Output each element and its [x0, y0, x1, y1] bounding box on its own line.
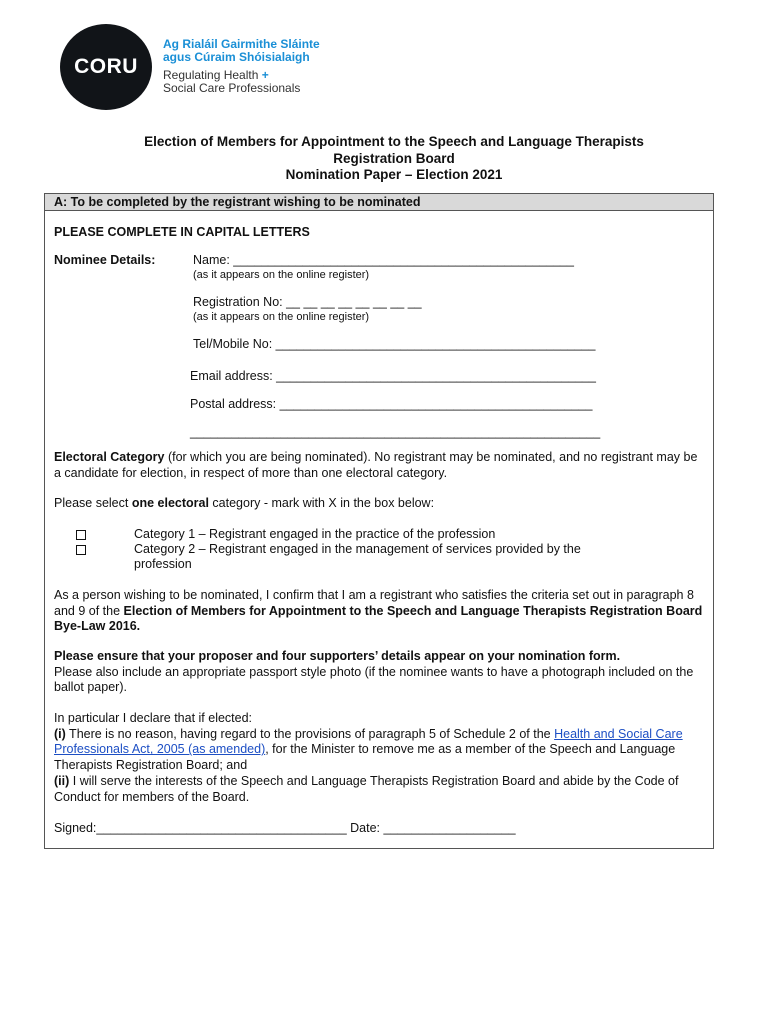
coru-logo-mark: CORU: [60, 24, 152, 110]
postal-address-field[interactable]: Postal address: _____________________________________________: [190, 397, 593, 411]
plus-icon: +: [261, 68, 269, 82]
nominee-details-label: Nominee Details:: [54, 253, 156, 267]
logo-irish-line-1: Ag Rialáil Gairmithe Sláinte: [163, 37, 320, 51]
name-field[interactable]: Name: _________________________________________________: [193, 253, 574, 267]
declaration-intro: In particular I declare that if elected:: [54, 711, 253, 725]
category-2-label-line-2: profession: [134, 557, 192, 571]
logo-english-line-1: Regulating Health +: [163, 68, 269, 82]
proposer-supporters-note: Please ensure that your proposer and four supporters’ details appear on your nomination form.: [54, 649, 621, 663]
nomination-form-section-a: [44, 193, 714, 849]
coru-logo: [60, 24, 360, 114]
electoral-category-paragraph: Electoral Category (for which you are being nominated). No registrant may be nominated, and no registrant may be a candidate for election, in respect of more than one electoral category.: [54, 450, 698, 480]
declaration-item-1: (i) There is no reason, having regard to the provisions of paragraph 5 of Schedule 2 of the Health and Social Care Professionals Act, 2005 (as amended), for the Minister to remove me as a member of the Speech and Language Therapists Registration Board; and: [54, 726, 683, 773]
declaration-paragraph: [54, 711, 704, 805]
document-heading: [44, 134, 744, 184]
category-2-checkbox[interactable]: [76, 545, 86, 555]
registration-number-hint: (as it appears on the online register): [193, 311, 370, 323]
health-social-care-act-link[interactable]: Health and Social Care Professionals Act, 2005 (as amended): [54, 726, 683, 757]
postal-address-field-line-2[interactable]: ___________________________________________________________: [190, 425, 601, 439]
category-1-label: Category 1 – Registrant engaged in the practice of the profession: [134, 527, 496, 541]
confirmation-paragraph: As a person wishing to be nominated, I confirm that I am a registrant who satisfies the criteria set out in paragraph 8 and 9 of the Election of Members for Appointment to the Speech and Language Therapists Registration Board Bye-Law 2016.: [54, 588, 703, 634]
category-2-label-line-1: Category 2 – Registrant engaged in the management of services provided by the: [134, 542, 581, 556]
capitals-note: PLEASE COMPLETE IN CAPITAL LETTERS: [54, 225, 310, 239]
signature-date-field[interactable]: Signed:____________________________________ Date: ___________________: [54, 821, 516, 835]
heading-line-3: Nomination Paper – Election 2021: [285, 167, 503, 182]
passport-photo-note: Please also include an appropriate passport style photo (if the nominee wants to have a photograph included on the ballot paper).: [54, 664, 694, 695]
category-1-checkbox[interactable]: [76, 530, 86, 540]
logo-english-line-2: Social Care Professionals: [163, 81, 301, 95]
registration-number-field[interactable]: Registration No: __ __ __ __ __ __ __ __: [193, 295, 422, 309]
heading-line-2: Registration Board: [333, 150, 455, 166]
declaration-item-2: (ii) I will serve the interests of the Speech and Language Therapists Registration Board and abide by the Code of Conduct for members of the Board.: [54, 773, 679, 804]
heading-line-1: Election of Members for Appointment to the Speech and Language Therapists: [144, 134, 644, 149]
email-field[interactable]: Email address: ______________________________________________: [190, 369, 596, 383]
tel-mobile-field[interactable]: Tel/Mobile No: ______________________________________________: [193, 337, 596, 351]
select-category-instruction: Please select one electoral category - mark with X in the box below:: [54, 496, 435, 510]
name-hint: (as it appears on the online register): [193, 269, 370, 281]
logo-irish-line-2: agus Cúraim Shóisialaigh: [163, 50, 310, 64]
section-a-title: A: To be completed by the registrant wishing to be nominated: [45, 194, 713, 211]
photo-instruction-paragraph: [54, 649, 704, 696]
